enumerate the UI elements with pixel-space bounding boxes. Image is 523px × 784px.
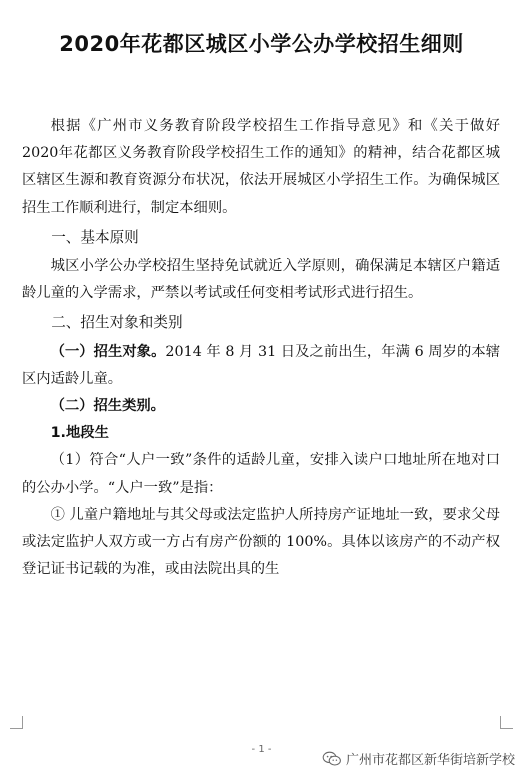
section-heading-enrollment: 二、招生对象和类别 <box>51 314 183 332</box>
wechat-icon <box>322 751 342 767</box>
district-students-label: 1.地段生 <box>50 425 109 442</box>
enrollment-category-label: （二）招生类别。 <box>50 398 165 415</box>
document-body <box>22 113 500 583</box>
page-number: - 1 - <box>251 744 272 755</box>
enrollment-target-text: 2014 年 8 月 31 日及之前出生，年满 6 周岁的本辖区内适龄儿童。 <box>22 343 500 387</box>
watermark-text: 广州市花都区新华街培新学校 <box>345 753 515 768</box>
section-heading-principles: 一、基本原则 <box>51 228 139 246</box>
household-rule-paragraph: ① 儿童户籍地址与其父母或法定监护人所持房产证地址一致，要求父母或法定监护人双方或一方占有房产份额的 100%。具体以该房产的不动产权登记证书记载的为准，或由法院出具的生 <box>22 506 500 578</box>
enrollment-target-label: （一）招生对象。 <box>50 343 166 360</box>
intro-paragraph: 根据《广州市义务教育阶段学校招生工作指导意见》和《关于做好2020年花都区义务教育阶段学校招生工作的通知》的精神，结合花都区城区辖区生源和教育资源分布状况，依法开展城区小学招生工作。为确保城区招生工作顺利进行，制定本细则。 <box>22 118 500 216</box>
document-title: 2020年花都区城区小学公办学校招生细则 <box>59 32 464 56</box>
district-rule-paragraph: （1）符合“人户一致”条件的适龄儿童，安排入读户口地址所在地对口的公办小学。“人户一致”是指： <box>22 452 500 496</box>
enrollment-target-paragraph <box>22 339 500 393</box>
margin-corner-right <box>500 716 513 729</box>
wechat-watermark <box>322 749 515 768</box>
margin-corner-left <box>10 716 23 729</box>
principles-paragraph: 城区小学公办学校招生坚持免试就近入学原则，确保满足本辖区户籍适龄儿童的入学需求，严禁以考试或任何变相考试形式进行招生。 <box>22 258 500 302</box>
